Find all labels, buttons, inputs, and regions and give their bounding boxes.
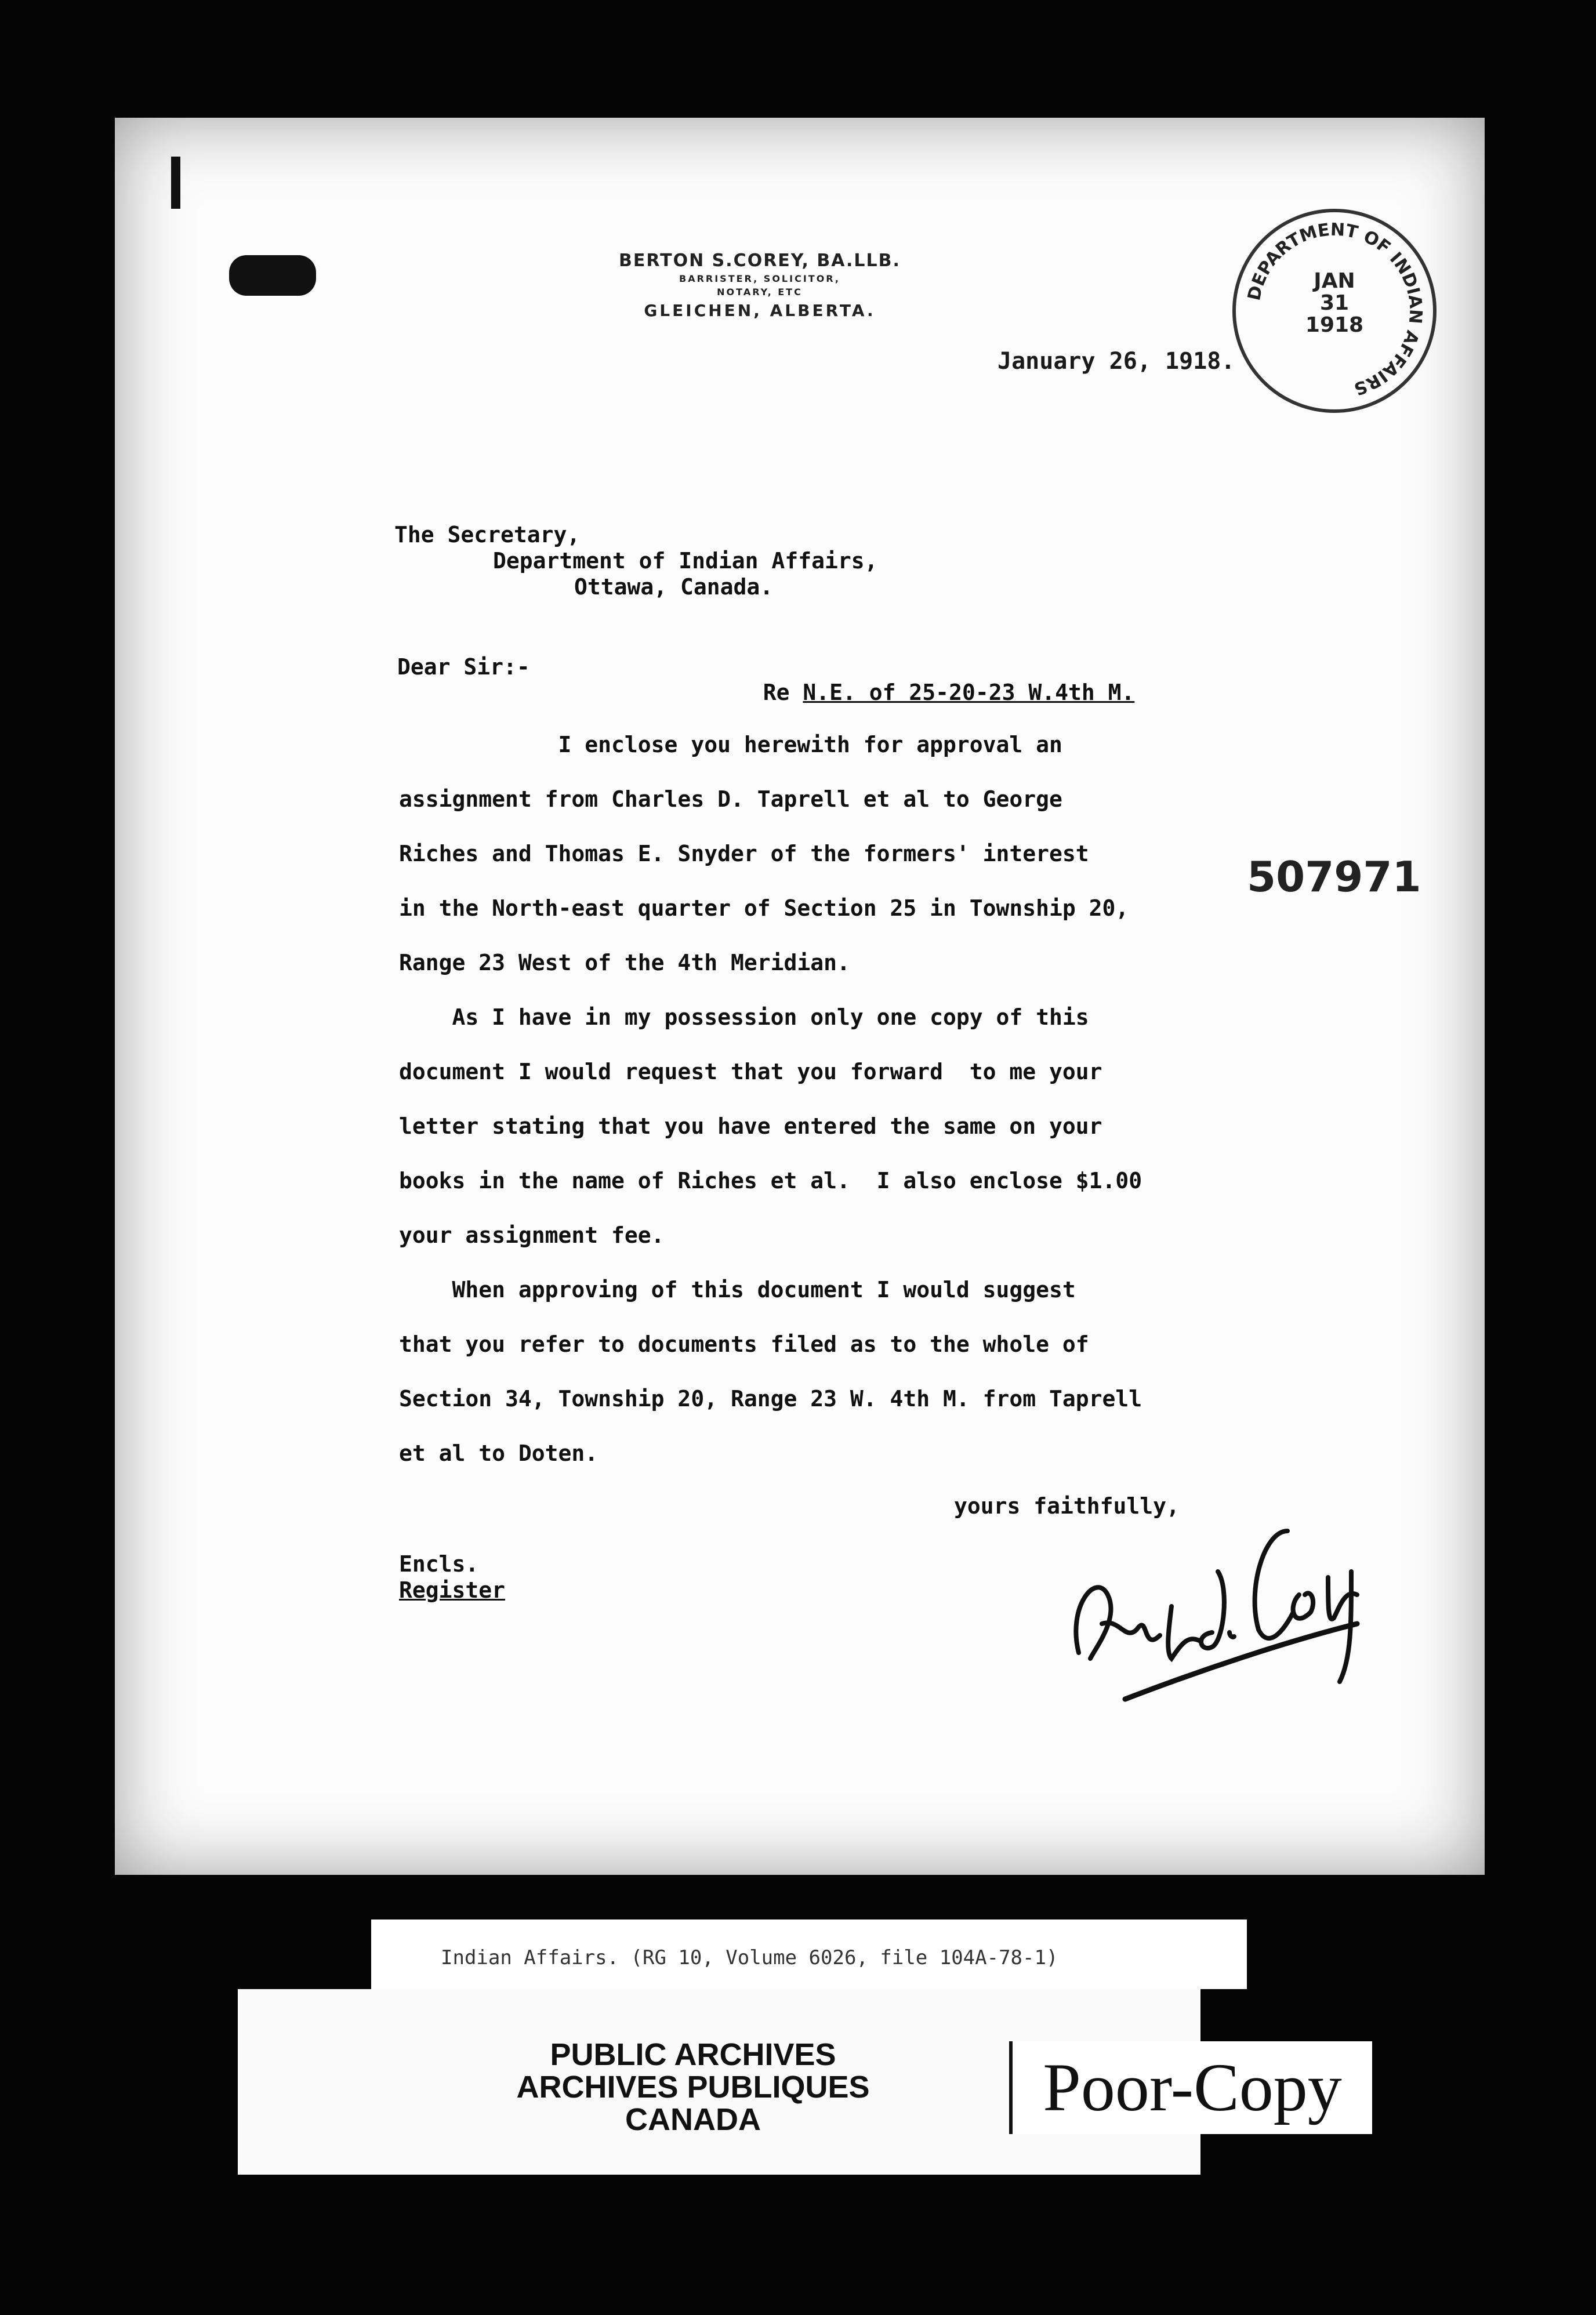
body-line-6: As I have in my possession only one copy of this: [399, 1004, 1089, 1030]
body-line-14: et al to Doten.: [399, 1440, 598, 1466]
stamp-year: 1918: [1305, 313, 1364, 337]
closing: yours faithfully,: [954, 1493, 1180, 1519]
body-line-11: When approving of this document I would suggest: [399, 1277, 1076, 1302]
re-subject: N.E. of 25-20-23 W.4th M.: [803, 680, 1135, 705]
body-line-7: document I would request that you forward to me your: [399, 1059, 1102, 1084]
archive-line-3: CANADA: [625, 2102, 761, 2137]
binding-mark: [171, 157, 180, 209]
received-stamp: [1232, 209, 1437, 413]
letterhead-profession: BARRISTER, SOLICITOR,: [679, 273, 840, 284]
body-line-8: letter stating that you have entered the same on your: [399, 1113, 1102, 1139]
body-line-4: in the North-east quarter of Section 25 in Township 20,: [399, 895, 1129, 921]
archive-reference: Indian Affairs. (RG 10, Volume 6026, file 104A-78-1): [441, 1946, 1058, 1969]
archive-label-card: [371, 1920, 1247, 1989]
body-line-2: assignment from Charles D. Taprell et al to George: [399, 786, 1062, 812]
body-line-5: Range 23 West of the 4th Meridian.: [399, 950, 850, 975]
re-prefix: Re: [763, 680, 803, 705]
body-line-3: Riches and Thomas E. Snyder of the formers' interest: [399, 841, 1089, 866]
body-line-13: Section 34, Township 20, Range 23 W. 4th M. from Taprell: [399, 1386, 1142, 1412]
signature: [1055, 1508, 1380, 1705]
letterhead-notary: NOTARY, ETC: [717, 286, 803, 297]
letterhead-place: GLEICHEN, ALBERTA.: [644, 301, 876, 320]
body-line-10: your assignment fee.: [399, 1222, 665, 1248]
poor-copy-label: Poor-Copy: [1009, 2041, 1372, 2134]
archive-text: [360, 2038, 1026, 2136]
stamp-ring-label: DEPARTMENT OF INDIAN AFFAIRS: [1244, 219, 1426, 400]
enclosures-label: Encls.: [399, 1551, 479, 1577]
re-line: [737, 654, 1134, 705]
letter-date: January 26, 1918.: [998, 348, 1235, 375]
body-line-9: books in the name of Riches et al. I also enclose $1.00: [399, 1168, 1142, 1193]
stamp-day: 31: [1319, 291, 1350, 315]
recipient-line-1: The Secretary,: [394, 522, 581, 547]
archive-line-2: ARCHIVES PUBLIQUES: [516, 2070, 870, 2104]
archive-line-1: PUBLIC ARCHIVES: [550, 2037, 836, 2072]
recipient-line-2: Department of Indian Affairs,: [493, 548, 878, 574]
file-number-stamp: 507971: [1247, 852, 1421, 901]
letterhead-name: BERTON S.COREY, BA.LLB.: [619, 251, 901, 271]
punch-hole: [229, 255, 316, 296]
stamp-month: JAN: [1314, 269, 1355, 293]
recipient-line-3: Ottawa, Canada.: [574, 574, 774, 600]
letterhead: [522, 251, 998, 320]
body-line-1: I enclose you herewith for approval an: [399, 732, 1062, 757]
body-line-12: that you refer to documents filed as to the whole of: [399, 1331, 1089, 1357]
salutation: Dear Sir:-: [397, 654, 530, 680]
enclosures-item: Register: [399, 1577, 506, 1603]
